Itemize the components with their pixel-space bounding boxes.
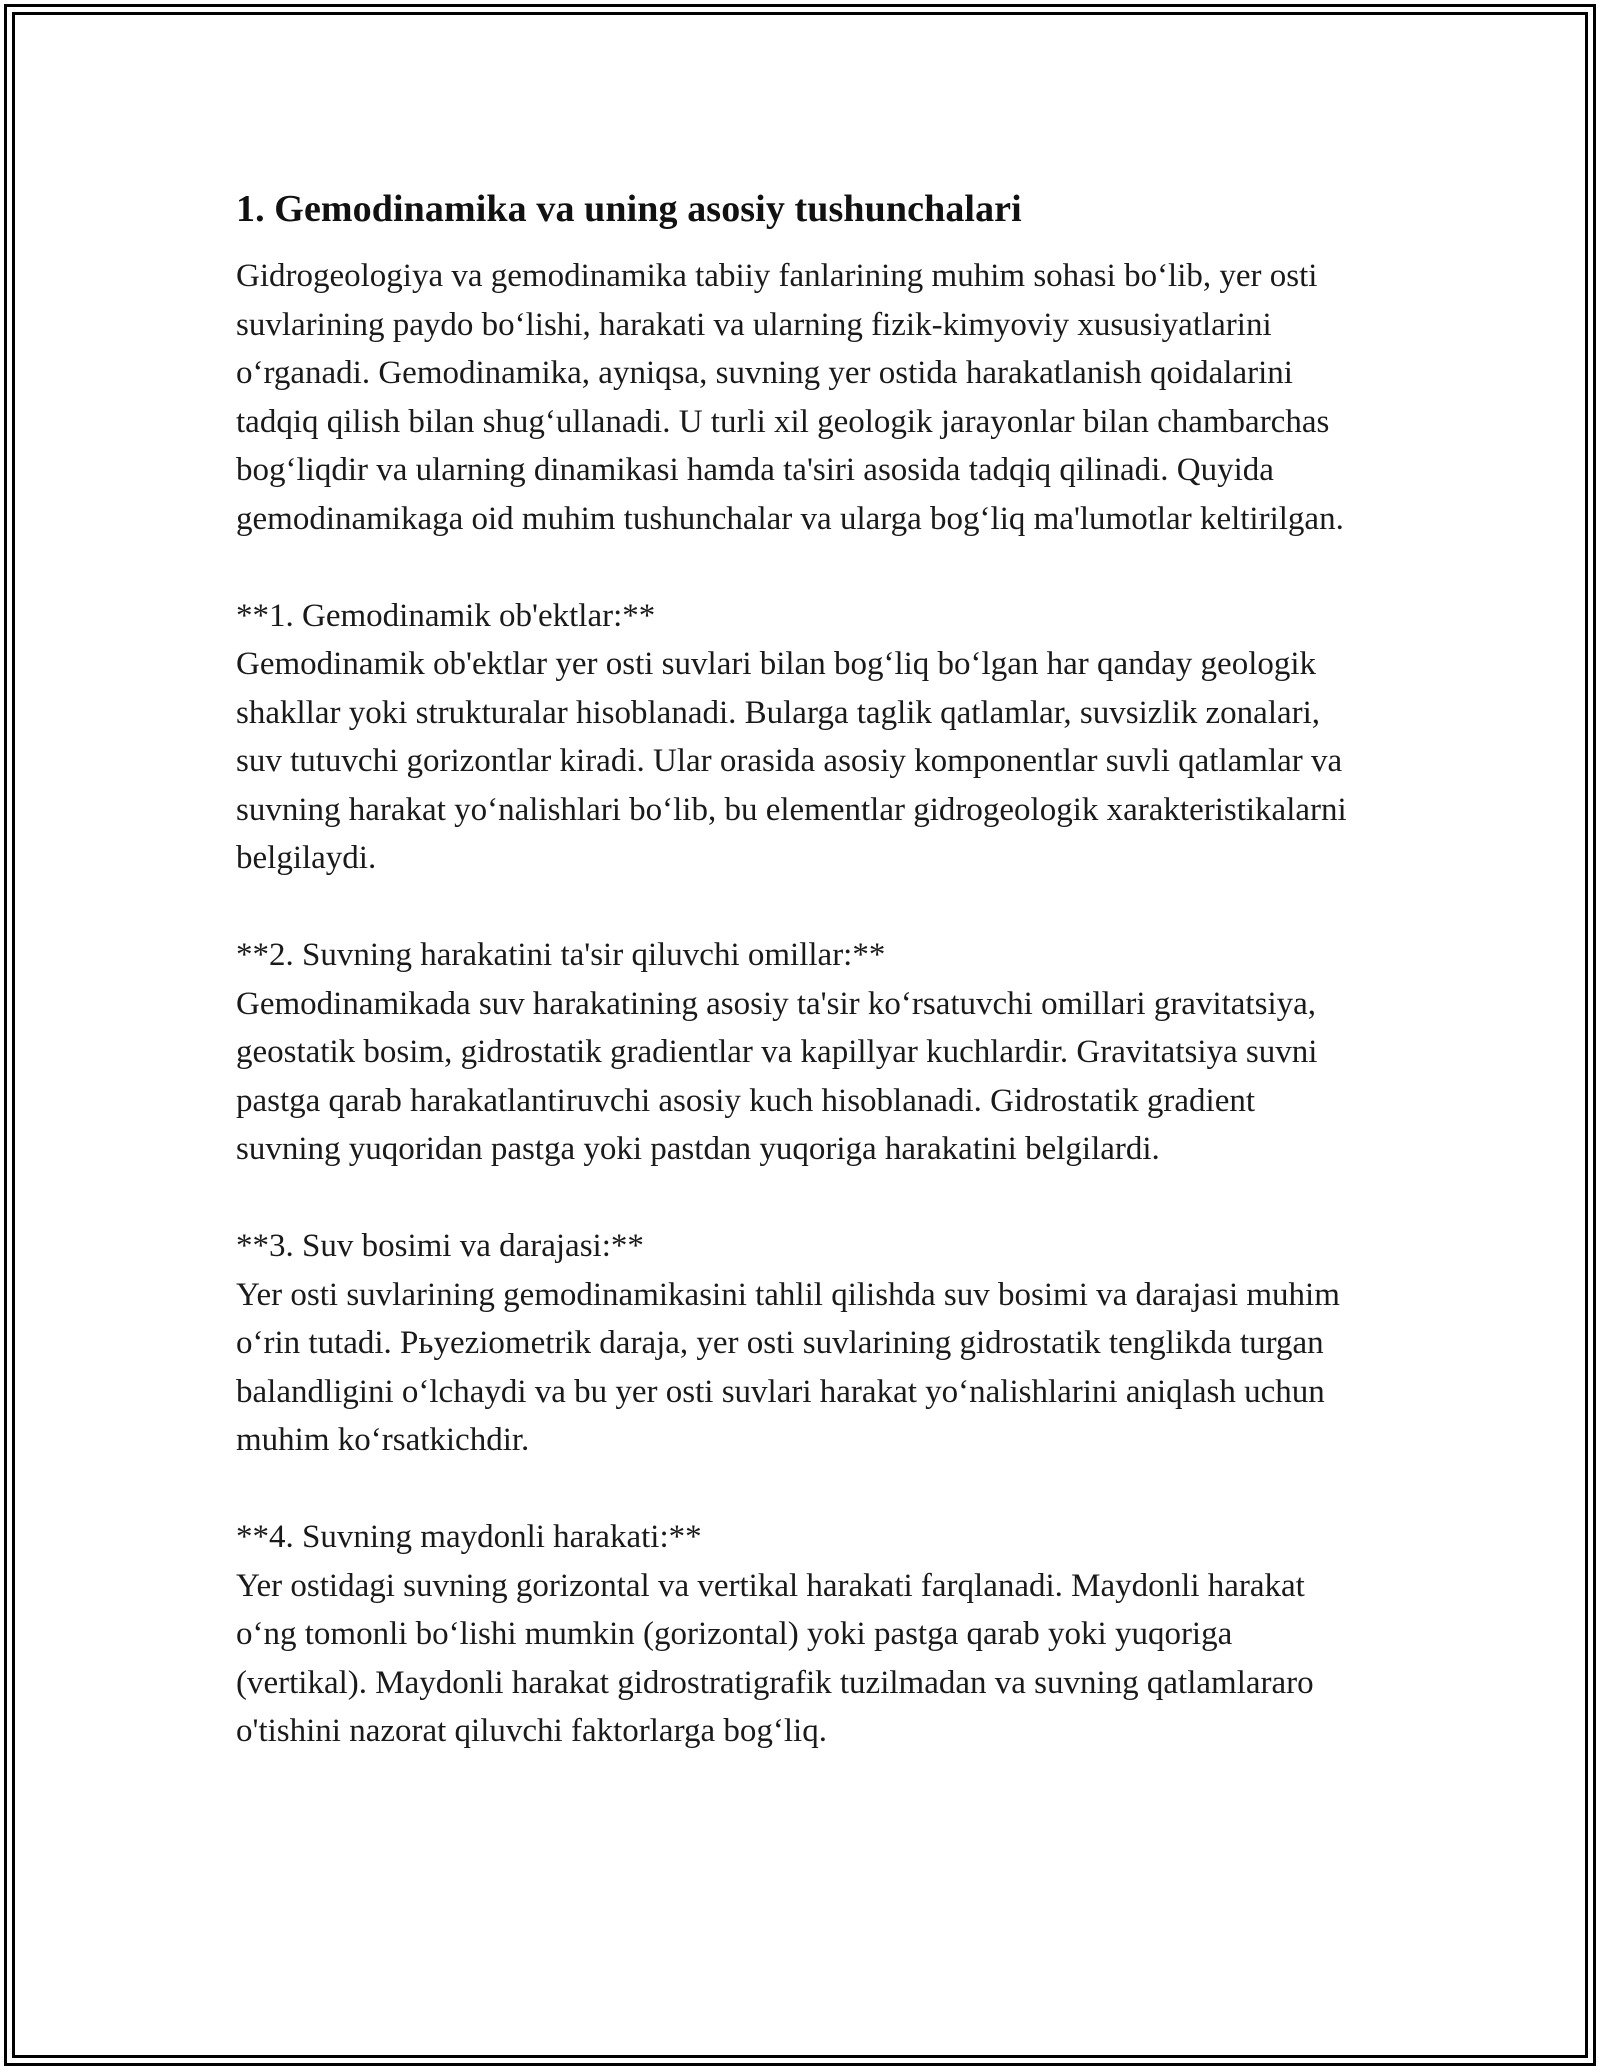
section-body: Gemodinamik ob'ektlar yer osti suvlari bilan bog‘liq bo‘lgan har qanday geologik shakllar yoki strukturalar hisoblanadi. Bularga taglik qatlamlar, suvsizlik zonalari, suv tutuvchi gorizontlar kiradi. Ular orasida asosiy komponentlar suvli qatlamlar va suvning harakat yo‘nalishlari bo‘lib, bu elementlar gidrogeologik xarakteristikalarni belgilaydi.	[236, 646, 1347, 876]
section-heading: **4. Suvning maydonli harakati:**	[236, 1519, 702, 1555]
section-heading: **3. Suv bosimi va darajasi:**	[236, 1228, 644, 1264]
section-maydonli-harakat	[236, 1513, 1366, 1756]
section-suv-harakati-omillari	[236, 931, 1366, 1174]
section-body: Yer ostidagi suvning gorizontal va vertikal harakati farqlanadi. Maydonli harakat o‘ng tomonli bo‘lishi mumkin (gorizontal) yoki pastga qarab yoki yuqoriga (vertikal). Maydonli harakat gidrostratigrafik tuzilmadan va suvning qatlamlararo o'tishini nazorat qiluvchi faktorlarga bog‘liq.	[236, 1567, 1314, 1749]
section-heading: **1. Gemodinamik ob'ektlar:**	[236, 597, 656, 634]
document-title: 1. Gemodinamika va uning asosiy tushunchalari	[236, 188, 1022, 230]
section-body: Yer osti suvlarining gemodinamikasini tahlil qilishda suv bosimi va darajasi muhim o‘rin tutadi. Рьyeziometrik daraja, yer osti suvlarining gidrostatik tenglikda turgan balandligini o‘lchaydi va bu yer osti suvlari harakat yo‘nalishlarini aniqlash uchun muhim ko‘rsatkichdir.	[236, 1276, 1340, 1458]
section-suv-bosimi-darajasi	[236, 1222, 1366, 1465]
intro-paragraph: Gidrogeologiya va gemodinamika tabiiy fanlarining muhim sohasi bo‘lib, yer osti suvlarining paydo bo‘lishi, harakati va ularning fizik-kimyoviy xususiyatlarini o‘rganadi. Gemodinamika, ayniqsa, suvning yer ostida harakatlanish qoidalarini tadqiq qilish bilan shug‘ullanadi. U turli xil geologik jarayonlar bilan chambarchas bog‘liqdir va ularning dinamikasi hamda ta'siri asosida tadqiq qilinadi. Quyida gemodinamikaga oid muhim tushunchalar va ularga bog‘liq ma'lumotlar keltirilgan.	[236, 258, 1344, 537]
section-gemodinamik-obektlar	[236, 592, 1366, 883]
section-body: Gemodinamikada suv harakatining asosiy ta'sir ko‘rsatuvchi omillari gravitatsiya, geostatik bosim, gidrostatik gradientlar va kapillyar kuchlardir. Gravitatsiya suvni pastga qarab harakatlantiruvchi asosiy kuch hisoblanadi. Gidrostatik gradient suvning yuqoridan pastga yoki pastdan yuqoriga harakatini belgilardi.	[236, 985, 1318, 1167]
section-heading: **2. Suvning harakatini ta'sir qiluvchi omillar:**	[236, 937, 886, 973]
document-body	[236, 186, 1366, 1756]
